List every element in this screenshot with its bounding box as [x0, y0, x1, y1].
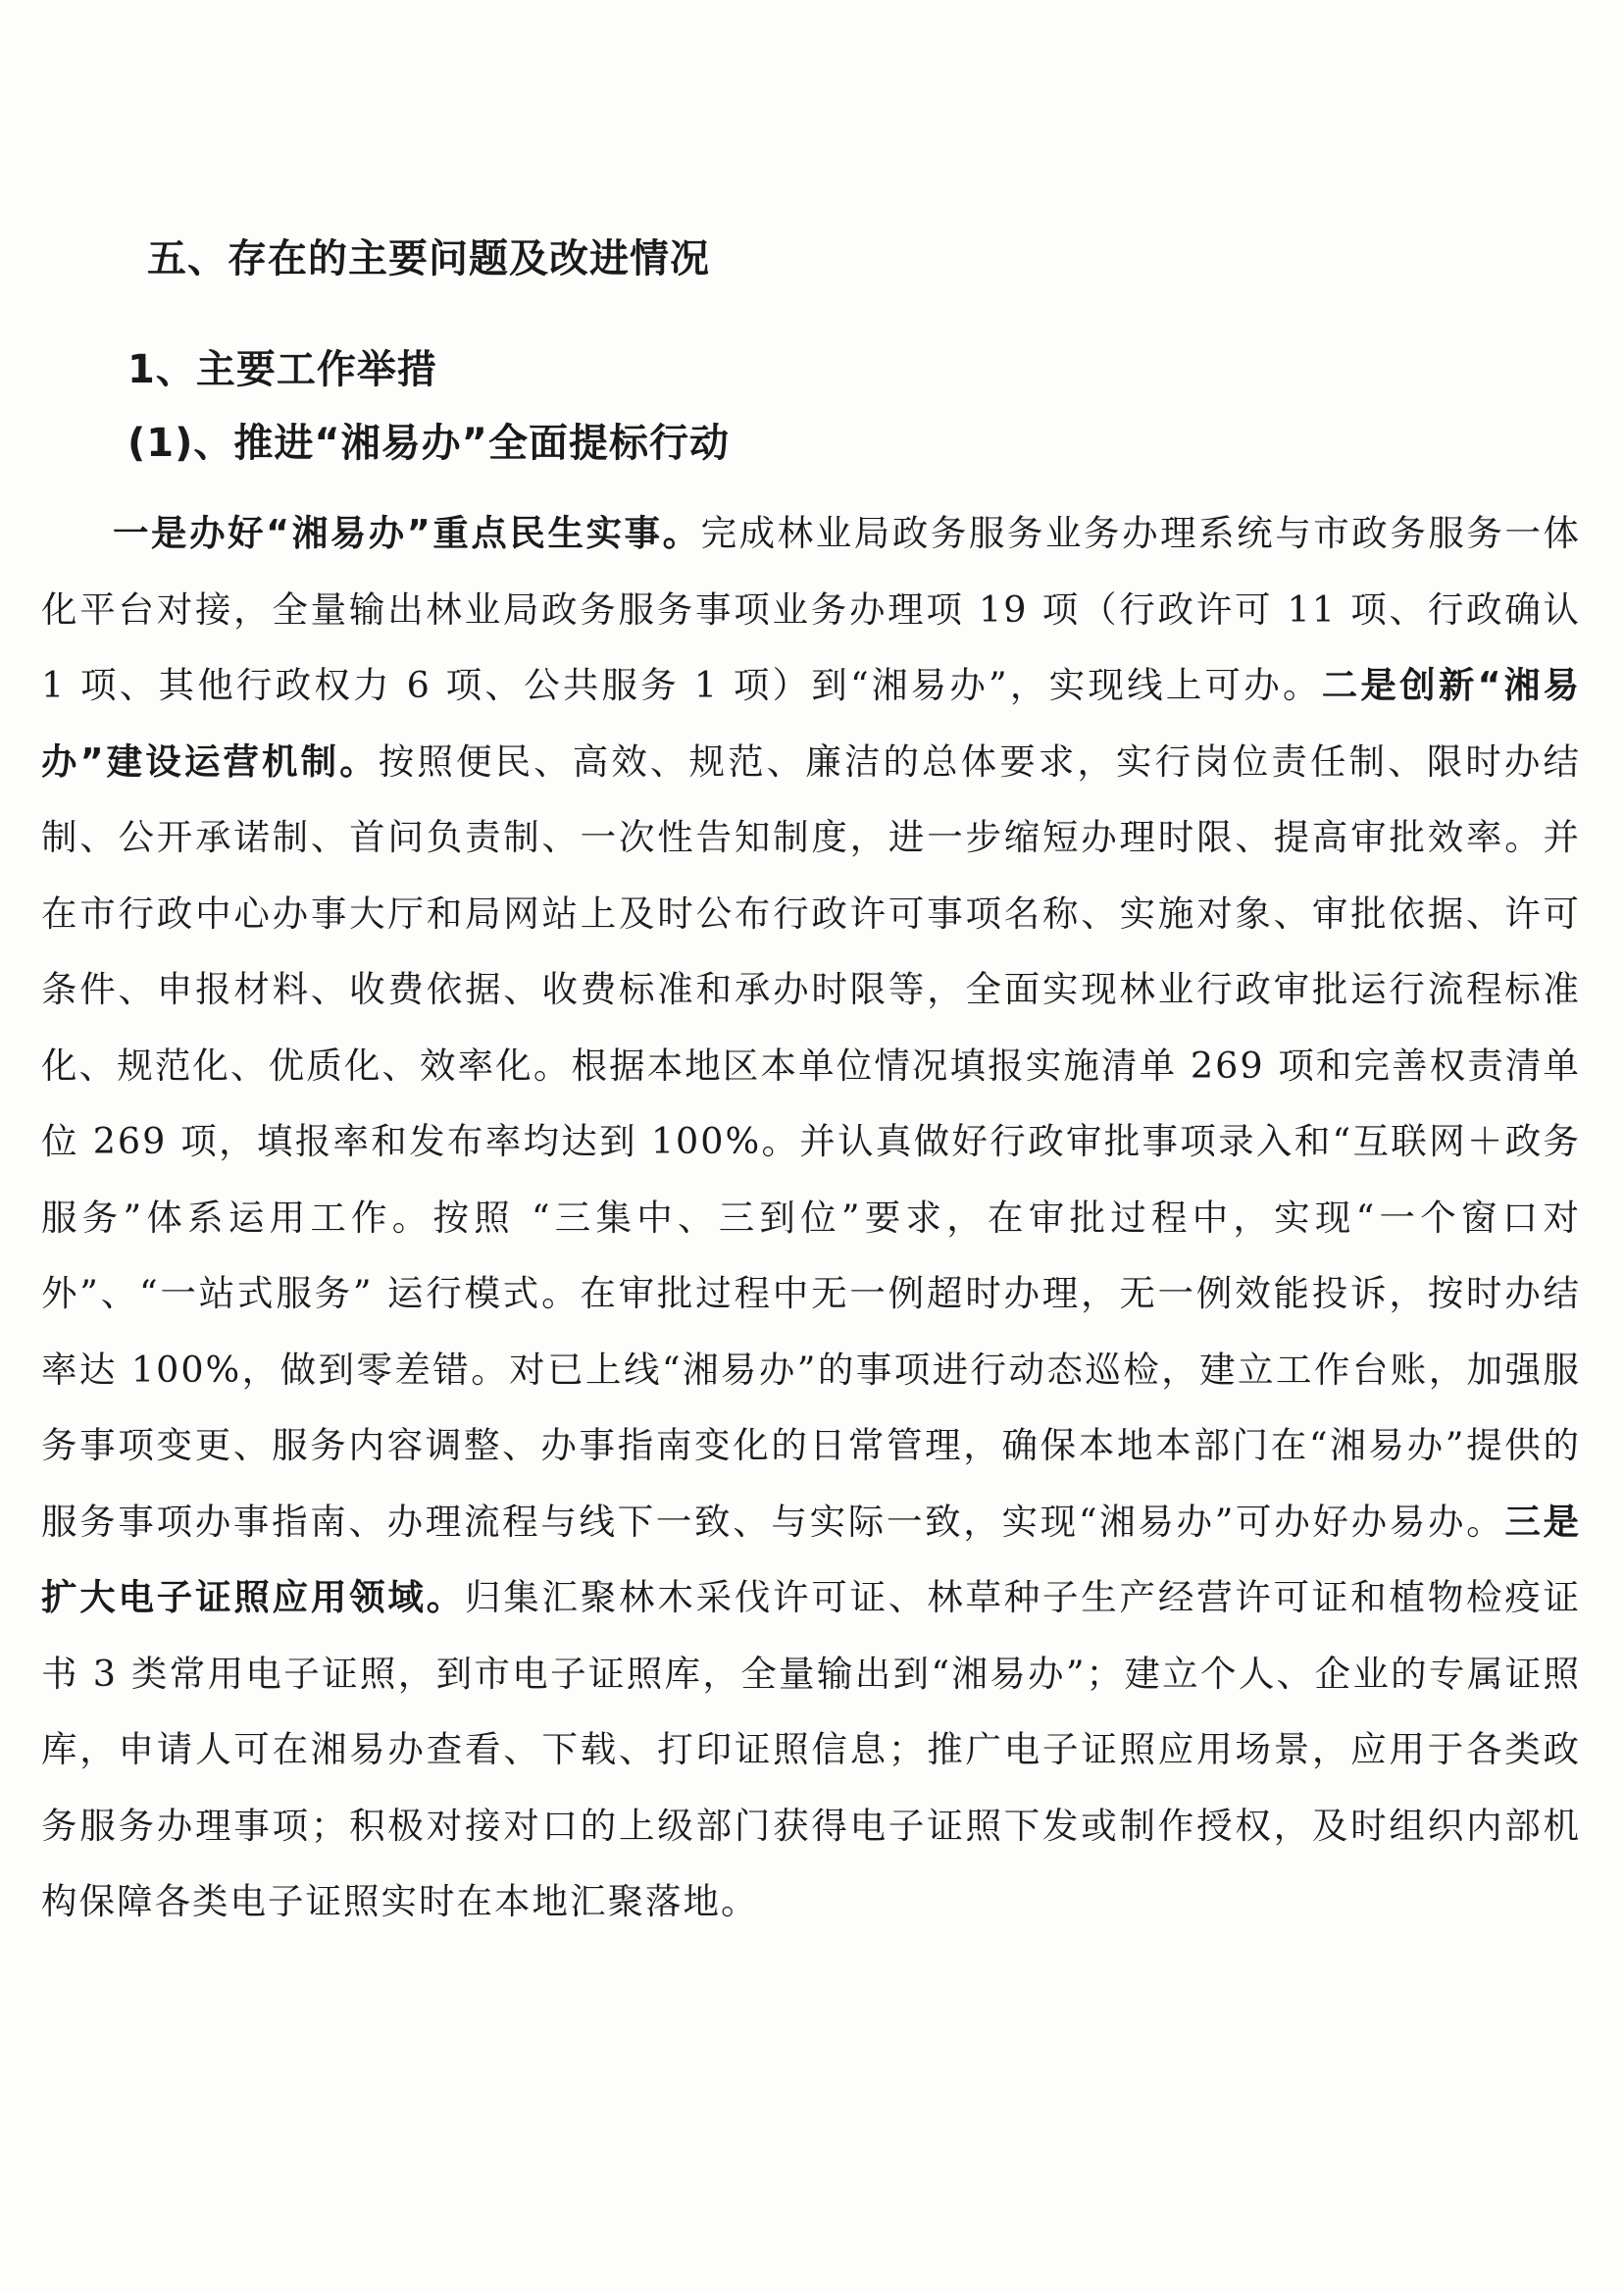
- section-heading: 五、存在的主要问题及改进情况: [147, 236, 710, 281]
- paragraph-text-2: 按照便民、高效、规范、廉洁的总体要求，实行岗位责任制、限时办结制、公开承诺制、首问负责制、一次性告知制度，进一步缩短办理时限、提高审批效率。并在市行政中心办事大厅和局网站上及时公布行政许可事项名称、实施对象、审批依据、许可条件、申报材料、收费依据、收费标准和承办时限等，全面实现林业行政审批运行流程标准化、规范化、优质化、效率化。根据本地区本单位情况填报实施清单 269 项和完善权责清单位 269 项，填报率和发布率均达到 100%。并认真做好行政审批事项录入和“互联网＋政务服务”体系运用工作。按照 “三集中、三到位”要求，在审批过程中，实现“一个窗口对外”、“一站式服务” 运行模式。在审批过程中无一例超时办理，无一例效能投诉，按时办结率达 100%，做到零差错。对已上线“湘易办”的事项进行动态巡检，建立工作台账，加强服务事项变更、服务内容调整、办事指南变化的日常管理，确保本地本部门在“湘易办”提供的服务事项办事指南、办理流程与线下一致、与实际一致，实现“湘易办”可办好办易办。: [41, 739, 1581, 1543]
- body-paragraph: [41, 495, 1581, 1940]
- lead-sentence-1: 一是办好“湘易办”重点民生实事。: [113, 512, 701, 554]
- paragraph-text-3: 归集汇聚林木采伐许可证、林草种子生产经营许可证和植物检疫证书 3 类常用电子证照，到市电子证照库，全量输出到“湘易办”；建立个人、企业的专属证照库，申请人可在湘易办查看、下载、打印证照信息；推广电子证照应用场景，应用于各类政务服务办理事项；积极对接对口的上级部门获得电子证照下发或制作授权，及时组织内部机构保障各类电子证照实时在本地汇聚落地。: [41, 1576, 1582, 1922]
- lead-sentence-3: 三是扩大电子证照应用领域。: [41, 1500, 1581, 1618]
- paragraph-text-1: 完成林业局政务服务业务办理系统与市政务服务一体化平台对接，全量输出林业局政务服务事项业务办理项 19 项（行政许可 11 项、行政确认 1 项、其他行政权力 6 项、公共服务 1 项）到“湘易办”，实现线上可办。: [41, 512, 1582, 706]
- subsubheading: (1)、推进“湘易办”全面提标行动: [127, 421, 730, 466]
- lead-sentence-2: 二是创新“湘易办”建设运营机制。: [41, 664, 1581, 783]
- subheading: 1、主要工作举措: [127, 347, 437, 392]
